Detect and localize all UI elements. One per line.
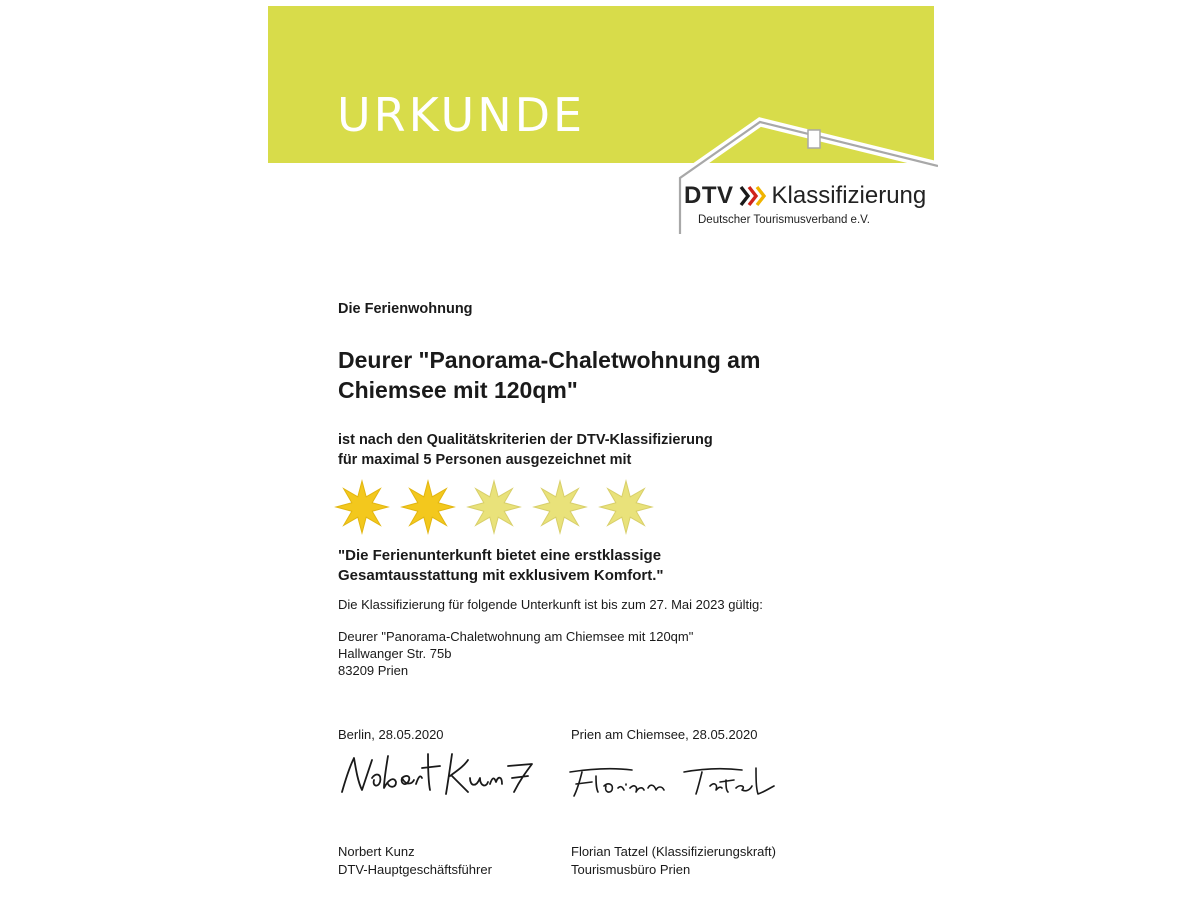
criteria-text — [338, 430, 858, 470]
right-signer-name: Florian Tatzel (Klassifizierungskraft) — [571, 844, 776, 859]
star-rating — [333, 478, 663, 534]
left-signer — [338, 843, 492, 879]
right-signer — [571, 843, 776, 879]
accommodation-kind: Die Ferienwohnung — [338, 301, 473, 317]
address-block — [338, 628, 693, 679]
accommodation-name — [338, 345, 898, 405]
accommodation-name-line2: Chiemsee mit 120qm" — [338, 377, 578, 403]
address-line: 83209 Prien — [338, 663, 409, 678]
left-signer-name: Norbert Kunz — [338, 844, 415, 859]
certificate-title: URKUNDE — [337, 88, 586, 142]
address-line: Hallwanger Str. 75b — [338, 646, 452, 661]
validity-text: Die Klassifizierung für folgende Unterkunft ist bis zum 27. Mai 2023 gültig: — [338, 597, 763, 612]
right-signer-role: Tourismusbüro Prien — [571, 862, 691, 877]
right-signature — [566, 758, 786, 802]
logo-subtitle: Deutscher Tourismusverband e.V. — [698, 214, 870, 226]
rating-quote — [338, 546, 858, 586]
logo-dtv-text: DTV — [684, 182, 734, 209]
right-place-date: Prien am Chiemsee, 28.05.2020 — [571, 727, 758, 742]
logo-chevrons-icon — [738, 185, 768, 207]
left-signer-role: DTV-Hauptgeschäftsführer — [338, 862, 492, 877]
left-signature — [336, 748, 542, 798]
accommodation-name-line1: Deurer "Panorama-Chaletwohnung am — [338, 347, 761, 373]
dtv-logo — [684, 179, 926, 213]
rating-quote-line1: "Die Ferienunterkunft bietet eine erstklassige — [338, 547, 662, 564]
star-icon — [465, 478, 523, 536]
star-icon — [531, 478, 589, 536]
star-icon — [333, 478, 391, 536]
logo-klassifizierung-text: Klassifizierung — [771, 182, 927, 209]
address-line: Deurer "Panorama-Chaletwohnung am Chiemsee mit 120qm" — [338, 629, 694, 644]
rating-quote-line2: Gesamtausstattung mit exklusivem Komfort." — [338, 567, 664, 584]
criteria-line1: ist nach den Qualitätskriterien der DTV-Klassifizierung — [338, 432, 713, 448]
left-place-date: Berlin, 28.05.2020 — [338, 727, 444, 742]
criteria-line2: für maximal 5 Personen ausgezeichnet mit — [338, 452, 632, 468]
star-icon — [399, 478, 457, 536]
star-icon — [597, 478, 655, 536]
